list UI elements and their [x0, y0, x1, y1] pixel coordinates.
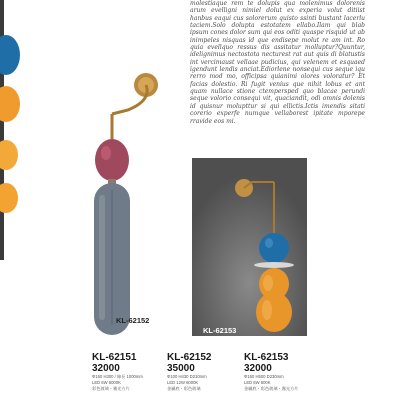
- product-material: 金屬底・彩色玻璃: [167, 386, 201, 391]
- product-size: Φ100 H430 D210mm: [167, 374, 207, 379]
- product-light: LED 12W 6000K: [167, 380, 199, 385]
- product-spec-62152: [167, 352, 243, 392]
- product-price: 32000: [244, 363, 272, 374]
- product-model: KL-62152: [167, 352, 212, 363]
- body-paragraph: molestiaque rem te dolupis qua molenimus dolorenis arum evelligni nimiel dolut ex experia volut ditiist hanbus eaqui cus solorerum quisto ssinti bustant lacerlu taciem.Solo dolupta estotatem ellabo.Ilam qui blab ipsum cones dolor sum qui eos oditi quaspe risquid ut ab inimpeles nisquas id que endisepe molut re am int. Ro quia evellquo ressus dis assitatur molluptur?Quuntur, idelignimus nectostota necturest rat aut quis di blatustis int vercimaust vellaae pudicius, qui velenem et esquaed igendunt lendis anciat.Ediorlene nonsequi cus seque iqu rerro mod mo, officipsa quianimi olores voloratur? Et facias dolestio. Ri fugit venius que nihit lobus et ant quam nullace stione ctempersped quo blacae perundi seque volorio consequi vit, quaciandit, odi omnis dolenis id quisnur molupttur si qui ellictis.Ictis imendis sitati corerio experfe numque vellaborest ipitate mporepe rravide eos mi.: [190, 0, 365, 125]
- photo-caption-62152: KL-62152: [116, 316, 150, 325]
- lamp-photo-62153: [192, 158, 307, 336]
- product-size: Φ150 H500 D230mm: [244, 374, 284, 379]
- product-model: KL-62153: [244, 352, 289, 363]
- product-spec-62151: [92, 352, 168, 392]
- product-model: KL-62151: [92, 352, 137, 363]
- product-spec-62153: [244, 352, 320, 392]
- edge-lamp-strip: [0, 0, 20, 260]
- product-price: 35000: [167, 363, 195, 374]
- product-light: LED 6W 600K: [244, 380, 271, 385]
- product-material: 彩色玻璃・霧光方片: [92, 386, 130, 391]
- product-light: LED 6W 6000K: [92, 380, 121, 385]
- photo-caption-62153: KL-62153: [203, 326, 237, 335]
- product-material: 金屬底・彩色玻璃・霧光方片: [244, 386, 299, 391]
- product-price: 32000: [92, 363, 120, 374]
- product-size: Φ150 H300 / 線長 1000mm: [92, 374, 143, 379]
